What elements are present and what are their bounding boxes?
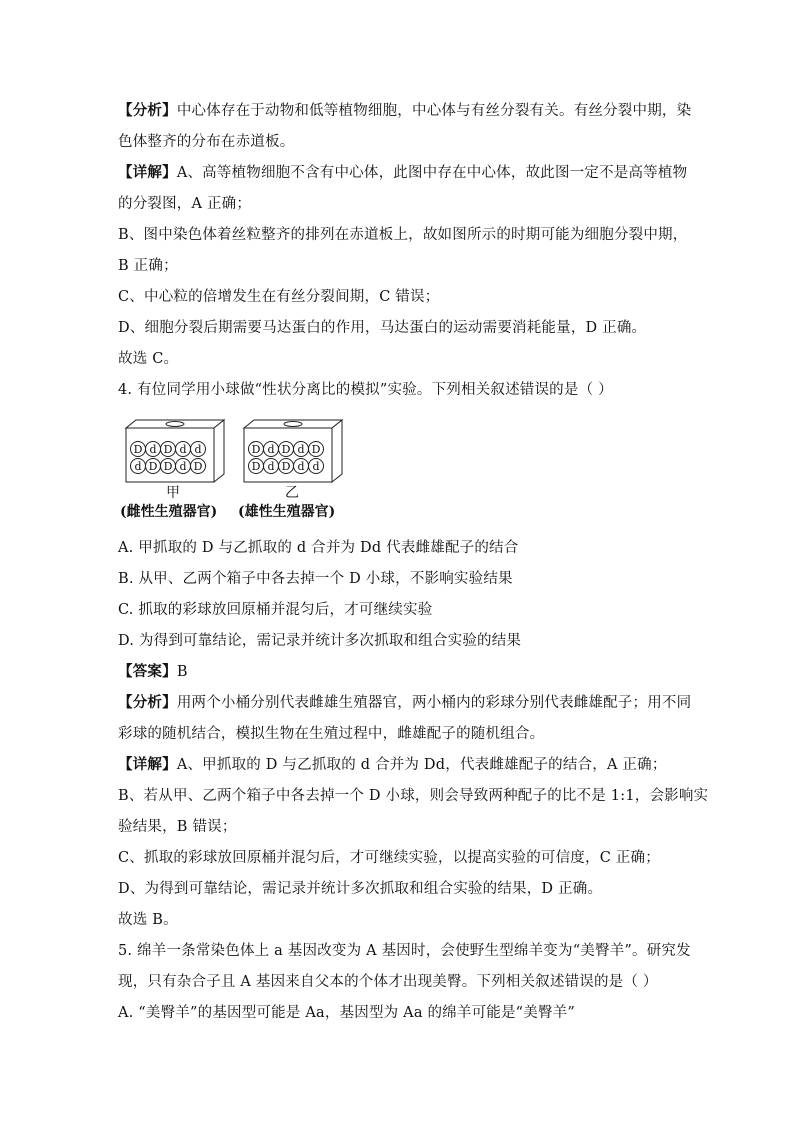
q4-answer-value: B [176, 664, 188, 680]
ball-letter: d [179, 460, 187, 473]
q3-c-line: C、中心粒的倍增发生在有丝分裂间期，C 错误； [118, 289, 440, 305]
box-yi-caption: (雄性生殖器官) [238, 504, 336, 520]
q4-b-line-1: B、若从甲、乙两个箱子中各去掉一个 D 小球，则会导致两种配子的比不是 1:1，会影响实 [118, 788, 709, 804]
q3-choice-line: 故选 C。 [118, 351, 179, 367]
q3-b-line-1: B、图中染色体着丝粒整齐的排列在赤道板上，故如图所示的时期可能为细胞分裂中期， [118, 227, 688, 243]
ball-letter: d [194, 443, 202, 456]
q3-analysis-line-1 [118, 101, 691, 121]
box-yi-side-face [332, 420, 342, 482]
q4-detail-text: A、甲抓取的 D 与乙抓取的 d 合并为 Dd，代表雌雄配子的结合，A 正确； [176, 757, 667, 773]
q4-answer-line [118, 662, 188, 682]
q4-choice-line: 故选 B。 [118, 912, 178, 928]
q3-detail-line-2: 的分裂图，A 正确； [118, 196, 252, 212]
q5-option-a: A. “美臀羊”的基因型可能是 Aa，基因型为 Aa 的绵羊可能是“美臀羊” [118, 1005, 575, 1021]
ball-letter: D [148, 460, 158, 473]
ball-letter: D [163, 443, 173, 456]
q4-b-line-2: 验结果，B 错误； [118, 819, 237, 835]
q4-d-line: D、为得到可靠结论，需记录并统计多次抓取和组合实验的结果，D 正确。 [118, 881, 603, 897]
q4-option-b: B. 从甲、乙两个箱子中各去掉一个 D 小球，不影响实验结果 [118, 571, 513, 587]
box-jia [126, 420, 224, 482]
ball-letter: D [281, 460, 291, 473]
ball-letter: D [281, 443, 291, 456]
q4-option-a: A. 甲抓取的 D 与乙抓取的 d 合并为 Dd 代表雌雄配子的结合 [118, 540, 519, 556]
box-yi-label: 乙 [285, 485, 299, 501]
ball-letter: d [312, 460, 320, 473]
ball-letter: D [251, 443, 261, 456]
q4-option-c: C. 抓取的彩球放回原桶并混匀后，才可继续实验 [118, 602, 433, 618]
ball-letter: d [297, 460, 305, 473]
q4-stem-line: 4. 有位同学用小球做“性状分离比的模拟”实验。下列相关叙述错误的是（ ） [118, 382, 613, 398]
ball-letter: D [163, 460, 173, 473]
q3-detail-tag: 【详解】 [118, 164, 177, 181]
q5-stem-line-2: 现，只有杂合子且 A 基因来自父本的个体才出现美臀。下列相关叙述错误的是（ ） [118, 974, 658, 990]
q4-analysis-line-1 [118, 693, 691, 713]
ball-letter: d [267, 443, 275, 456]
q3-detail-text: A、高等植物细胞不含有中心体，此图中存在中心体，故此图一定不是高等植物 [176, 165, 688, 181]
box-jia-caption: (雌性生殖器官) [120, 504, 218, 520]
q4-detail-line-1 [118, 755, 667, 775]
box-yi [244, 420, 342, 482]
q4-detail-tag: 【详解】 [118, 756, 177, 773]
q4-analysis-text: 用两个小桶分别代表雌雄生殖器官，两小桶内的彩球分别代表雌雄配子；用不同 [176, 695, 692, 711]
q4-c-line: C、抓取的彩球放回原桶并混匀后，才可继续实验，以提高实验的可信度，C 正确； [118, 850, 660, 866]
sampling-boxes-figure [118, 416, 358, 526]
box-jia-label: 甲 [166, 485, 180, 501]
ball-letter: D [133, 443, 143, 456]
q4-option-d: D. 为得到可靠结论，需记录并统计多次抓取和组合实验的结果 [118, 633, 522, 649]
ball-letter: d [179, 443, 187, 456]
ball-letter: d [134, 460, 142, 473]
q4-answer-tag: 【答案】 [118, 663, 177, 680]
ball-letter: D [311, 443, 321, 456]
q3-d-line: D、细胞分裂后期需要马达蛋白的作用，马达蛋白的运动需要消耗能量，D 正确。 [118, 320, 647, 336]
q3-analysis-text: 中心体存在于动物和低等植物细胞，中心体与有丝分裂有关。有丝分裂中期，染 [176, 103, 692, 119]
ball-letter: D [251, 460, 261, 473]
box-jia-side-face [214, 420, 224, 482]
box-jia-hole [166, 422, 184, 427]
q3-analysis-line-2: 色体整齐的分布在赤道板。 [118, 134, 295, 150]
q5-stem-line-1: 5. 绵羊一条常染色体上 a 基因改变为 A 基因时，会使野生型绵羊变为“美臀羊”。研究发 [118, 943, 691, 959]
ball-letter: d [297, 443, 305, 456]
q4-analysis-line-2: 彩球的随机结合，模拟生物在生殖过程中，雌雄配子的随机组合。 [118, 726, 545, 742]
ball-letter: D [193, 460, 203, 473]
q4-analysis-tag: 【分析】 [118, 694, 177, 711]
q3-analysis-tag: 【分析】 [118, 102, 177, 119]
ball-letter: d [267, 460, 275, 473]
q3-detail-line-1 [118, 163, 687, 183]
q3-b-line-2: B 正确； [118, 258, 178, 274]
ball-letter: d [149, 443, 157, 456]
box-yi-hole [284, 422, 302, 427]
